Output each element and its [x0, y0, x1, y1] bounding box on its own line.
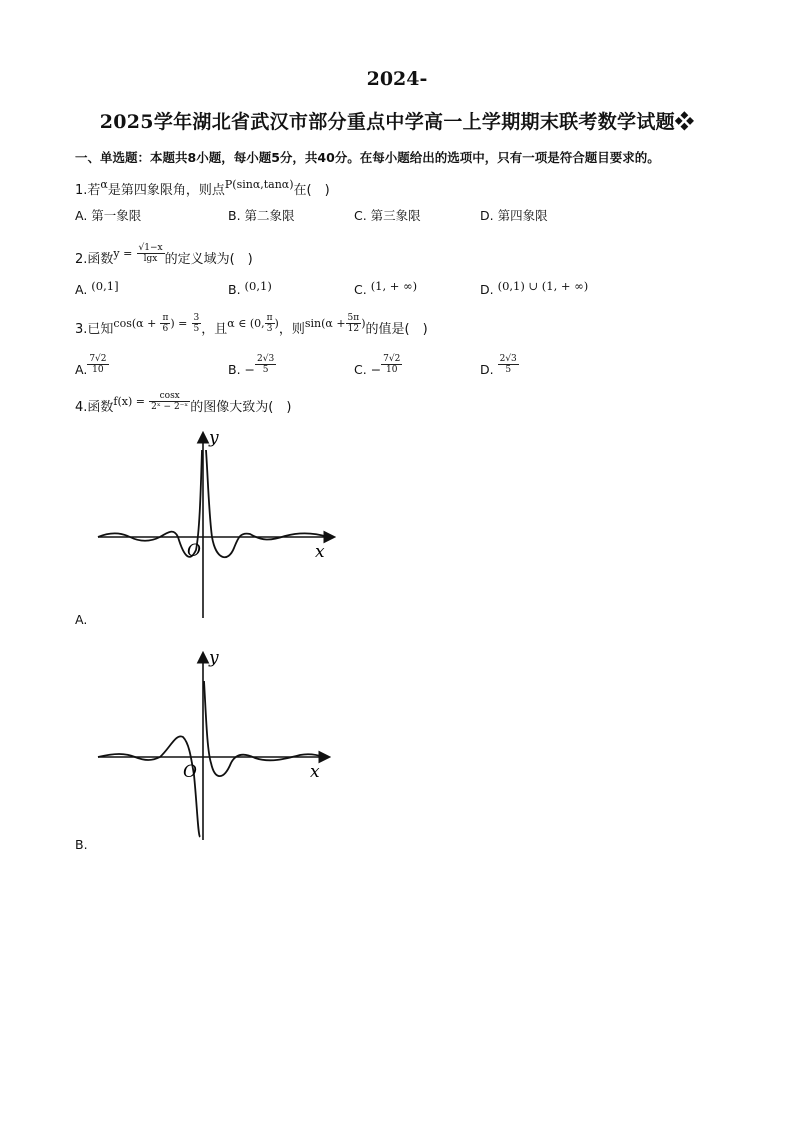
fraction-numerator: 5π — [347, 313, 360, 323]
question-text: 的值是( ) — [365, 322, 428, 337]
fraction-denominator: 5 — [193, 324, 200, 334]
math-fraction — [160, 313, 170, 334]
option-letter: D. — [480, 282, 494, 297]
option-c[interactable] — [354, 354, 402, 381]
fraction-numerator: 2√3 — [257, 354, 275, 364]
math-fraction — [265, 313, 275, 334]
math-fraction — [346, 313, 362, 334]
question-text: ，且 — [201, 322, 228, 337]
option-letter: C. — [354, 282, 367, 297]
question-text: 函数 — [87, 400, 114, 415]
y-axis-label: y — [209, 648, 219, 668]
option-value: (0,1) — [244, 279, 272, 293]
option-d[interactable] — [480, 354, 519, 381]
option-a[interactable] — [75, 354, 109, 381]
option-a[interactable] — [75, 279, 119, 297]
fraction-denominator: 12 — [347, 324, 360, 334]
question-text: ，则 — [278, 322, 305, 337]
math-fraction — [149, 391, 190, 412]
fraction-numerator: π — [266, 313, 273, 323]
math-fraction — [255, 354, 276, 375]
math-fraction — [192, 313, 202, 334]
question-text: 已知 — [87, 322, 114, 337]
graph-b-label[interactable]: B. — [75, 837, 88, 852]
section-instructions: 一、单选题：本题共8小题，每小题5分，共40分。在每小题给出的选项中，只有一项是符合题目要求的。 — [75, 150, 660, 165]
question-text: 的图像大致为( ) — [190, 400, 292, 415]
option-letter: D. — [480, 362, 494, 377]
question-number: 1. — [75, 183, 88, 198]
option-b[interactable] — [228, 279, 272, 297]
option-a[interactable]: A. 第一象限 — [75, 208, 142, 223]
question-number: 3. — [75, 322, 88, 337]
fraction-denominator: 10 — [386, 365, 398, 375]
fraction-numerator: 3 — [193, 313, 200, 323]
math-point: P(sinα,tanα) — [224, 178, 294, 191]
question-2 — [75, 243, 253, 270]
question-text: 函数 — [87, 252, 114, 267]
math-sin-expr: sin(α + — [304, 317, 346, 330]
fraction-numerator: 7√2 — [89, 354, 107, 364]
option-value: (0,1) ∪ (1, + ∞) — [497, 279, 589, 293]
question-text: 的定义域为( ) — [164, 252, 253, 267]
x-axis-label: x — [310, 762, 320, 782]
question-text: 若 — [87, 183, 101, 198]
graph-option-a[interactable] — [90, 420, 350, 620]
option-letter: A. — [75, 362, 88, 377]
option-letter: A. — [75, 282, 88, 297]
fraction-denominator: 10 — [92, 365, 104, 375]
fraction-numerator: 7√2 — [383, 354, 401, 364]
question-text: 在( ) — [293, 183, 330, 198]
y-axis-label: y — [209, 428, 219, 448]
fraction-numerator: cosx — [149, 391, 190, 402]
fraction-denominator: lgx — [143, 254, 158, 264]
fraction-denominator: 2ˣ − 2⁻ˣ — [151, 402, 189, 412]
option-c[interactable] — [354, 279, 418, 297]
option-letter: B. — [228, 282, 241, 297]
option-b[interactable] — [228, 354, 276, 381]
function-curve — [98, 681, 324, 837]
exam-title-line1: 2024- — [366, 68, 428, 90]
option-sign: − — [244, 362, 256, 377]
question-4 — [75, 391, 292, 418]
question-3 — [75, 313, 428, 340]
option-c[interactable]: C. 第三象限 — [354, 208, 421, 223]
fraction-denominator: 6 — [162, 324, 169, 334]
fraction-numerator: π — [162, 313, 169, 323]
exam-title-line2: 2025学年湖北省武汉市部分重点中学高一上学期期末联考数学试题❖ — [99, 111, 695, 133]
math-cos-expr: ) = — [170, 317, 188, 330]
fraction-denominator: 3 — [266, 324, 273, 334]
option-letter: C. — [354, 362, 367, 377]
option-b[interactable]: B. 第二象限 — [228, 208, 295, 223]
graph-option-b[interactable] — [90, 645, 350, 845]
math-fraction — [87, 354, 108, 375]
origin-label: O — [187, 541, 201, 561]
math-func-lhs: y = — [113, 247, 133, 260]
fraction-numerator: √1−x — [138, 243, 163, 253]
question-text: 是第四象限角，则点 — [107, 183, 225, 198]
math-fraction — [381, 354, 402, 375]
math-sin-expr: ) — [361, 317, 366, 330]
math-cos-expr: cos(α + — [113, 317, 157, 330]
math-fraction — [498, 354, 519, 375]
x-axis-label: x — [315, 542, 325, 562]
graph-a-label[interactable]: A. — [75, 612, 88, 627]
fraction-denominator: 5 — [262, 365, 269, 375]
option-letter: B. — [228, 362, 241, 377]
option-d[interactable]: D. 第四象限 — [480, 208, 548, 223]
option-value: (1, + ∞) — [370, 279, 418, 293]
math-func-lhs: f(x) = — [113, 395, 145, 408]
fraction-denominator: 5 — [505, 365, 512, 375]
math-range: α ∈ (0, — [227, 317, 265, 330]
function-curve — [98, 450, 328, 557]
option-value: (0,1] — [91, 279, 119, 293]
math-range: ) — [274, 317, 279, 330]
option-sign: − — [370, 362, 382, 377]
fraction-numerator: 2√3 — [499, 354, 517, 364]
option-d[interactable] — [480, 279, 589, 297]
origin-label: O — [183, 762, 197, 782]
question-number: 4. — [75, 400, 88, 415]
math-alpha: α — [100, 178, 108, 191]
question-1 — [75, 179, 330, 198]
math-fraction — [137, 243, 165, 264]
question-number: 2. — [75, 252, 88, 267]
